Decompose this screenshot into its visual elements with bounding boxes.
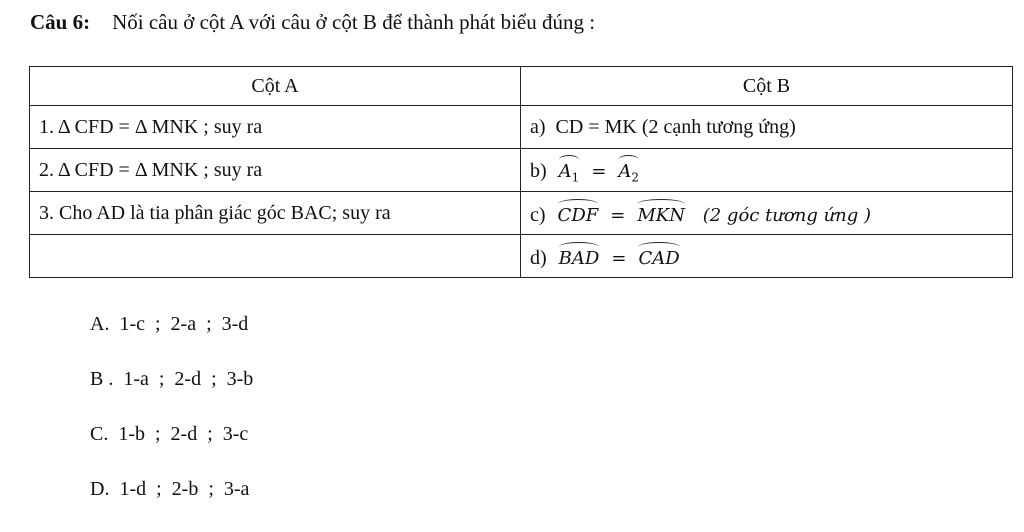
col-b-prefix-d: d): [530, 247, 547, 269]
matching-table: [29, 66, 1013, 278]
question-text: Nối câu ở cột A với câu ở cột B để thành phát biểu đúng :: [112, 10, 596, 34]
col-b-item-c: [521, 192, 1013, 235]
col-a-item-1: 1. Δ CFD = Δ MNK ; suy ra: [30, 106, 521, 149]
col-b-item-b: [521, 149, 1013, 192]
angle-cad: CAD: [638, 242, 679, 269]
col-b-text-a: CD = MK (2 cạnh tương ứng): [555, 115, 796, 138]
col-a-item-empty: [30, 235, 521, 278]
answer-options: [90, 312, 253, 532]
table-row: [30, 192, 1013, 235]
col-a-item-3: 3. Cho AD là tia phân giác góc BAC; suy ra: [30, 192, 521, 235]
col-b-prefix-a: a): [530, 115, 546, 138]
angle-bad: BAD: [559, 242, 600, 269]
angle-cdf: CDF: [558, 199, 599, 226]
col-b-item-d: [521, 235, 1013, 278]
question-number: Câu 6:: [30, 10, 91, 34]
option-a[interactable]: A. 1-c ; 2-a ; 3-d: [90, 313, 249, 335]
col-b-prefix-c: c): [530, 204, 546, 226]
table-row: [30, 149, 1013, 192]
option-d[interactable]: D. 1-d ; 2-b ; 3-a: [90, 478, 250, 500]
angle-equation-c: CDF = MKN: [556, 205, 693, 226]
angle-equation-d: BAD = CAD: [557, 248, 682, 269]
table-row: [30, 235, 1013, 278]
col-b-prefix-b: b): [530, 160, 547, 183]
header-col-b: Cột B: [521, 67, 1013, 106]
table-header-row: [30, 67, 1013, 106]
angle-mkn: MKN: [637, 199, 685, 226]
angle-a2: $A_2$: [618, 155, 639, 185]
question-title: [30, 10, 595, 35]
option-c[interactable]: C. 1-b ; 2-d ; 3-c: [90, 423, 249, 445]
header-col-a: Cột A: [30, 67, 521, 106]
col-b-item-a: [521, 106, 1013, 149]
angle-a1: $A_1$: [559, 155, 580, 185]
col-b-note-c: (2 góc tương ứng ): [702, 205, 872, 226]
col-a-item-2: 2. Δ CFD = Δ MNK ; suy ra: [30, 149, 521, 192]
angle-equation-b: $A_1 = A_2$: [557, 161, 641, 182]
option-b[interactable]: B . 1-a ; 2-d ; 3-b: [90, 368, 254, 390]
table-row: [30, 106, 1013, 149]
